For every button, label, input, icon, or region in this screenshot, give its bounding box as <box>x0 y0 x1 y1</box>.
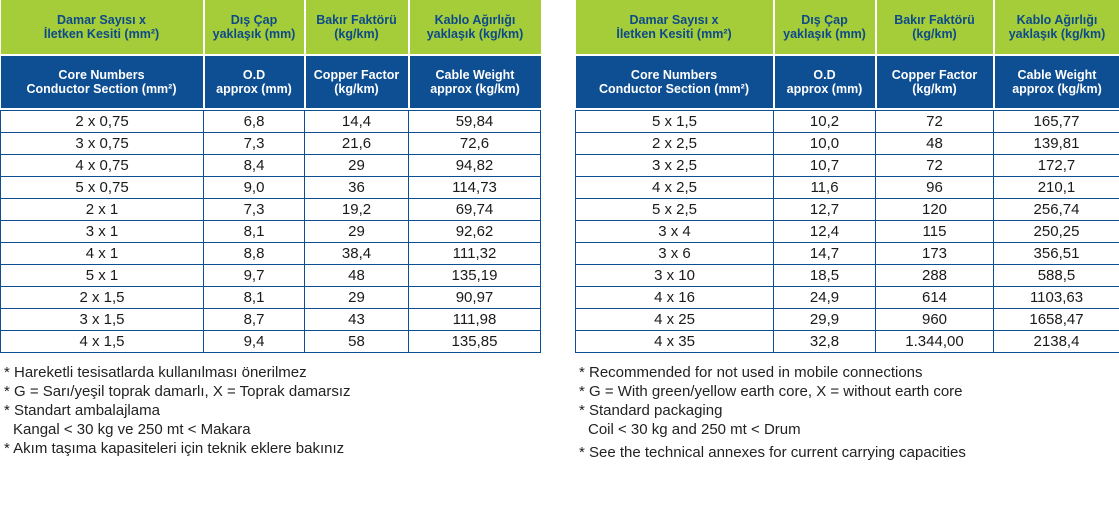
cell-od: 8,1 <box>204 287 305 309</box>
header-en-cable-weight: Cable Weight approx (kg/km) <box>409 55 541 108</box>
cell-od: 7,3 <box>204 133 305 155</box>
cell-copper: 14,4 <box>305 111 409 133</box>
table-row <box>576 243 1119 265</box>
cell-core: 2 x 1,5 <box>1 287 204 309</box>
table-row <box>1 221 541 243</box>
cell-core: 5 x 1 <box>1 265 204 287</box>
cell-core: 4 x 1,5 <box>1 331 204 353</box>
table-row <box>1 265 541 287</box>
table-row <box>1 331 541 353</box>
cell-copper: 120 <box>876 199 994 221</box>
cell-weight: 250,25 <box>994 221 1119 243</box>
cell-copper: 43 <box>305 309 409 331</box>
header-tr-copper-factor: Bakır Faktörü (kg/km) <box>876 0 994 55</box>
header-en-core-numbers: Core Numbers Conductor Section (mm²) <box>1 55 204 108</box>
cell-od: 9,0 <box>204 177 305 199</box>
cell-copper: 614 <box>876 287 994 309</box>
cell-od: 10,7 <box>774 155 876 177</box>
table-row <box>1 111 541 133</box>
cell-copper: 29 <box>305 155 409 177</box>
cell-copper: 173 <box>876 243 994 265</box>
cell-weight: 94,82 <box>409 155 541 177</box>
cell-weight: 135,85 <box>409 331 541 353</box>
table-row <box>576 111 1119 133</box>
cell-weight: 210,1 <box>994 177 1119 199</box>
cell-od: 24,9 <box>774 287 876 309</box>
cell-core: 3 x 0,75 <box>1 133 204 155</box>
header-tr-cable-weight: Kablo Ağırlığı yaklaşık (kg/km) <box>409 0 541 55</box>
header-en-copper-factor: Copper Factor (kg/km) <box>876 55 994 108</box>
cell-copper: 29 <box>305 287 409 309</box>
cell-weight: 92,62 <box>409 221 541 243</box>
cell-weight: 2138,4 <box>994 331 1119 353</box>
cell-core: 3 x 1 <box>1 221 204 243</box>
cell-core: 3 x 6 <box>576 243 774 265</box>
cable-table-left <box>0 0 540 458</box>
cell-weight: 256,74 <box>994 199 1119 221</box>
table-row <box>576 309 1119 331</box>
footnote: * G = Sarı/yeşil toprak damarlı, X = Toprak damarsız <box>4 383 351 400</box>
cable-table-right <box>575 0 1119 462</box>
cell-od: 10,0 <box>774 133 876 155</box>
header-en-outer-diameter: O.D approx (mm) <box>774 55 876 108</box>
cell-od: 29,9 <box>774 309 876 331</box>
cell-core: 4 x 35 <box>576 331 774 353</box>
header-tr-core-numbers: Damar Sayısı x İletken Kesiti (mm²) <box>1 0 204 55</box>
cell-od: 12,7 <box>774 199 876 221</box>
cell-core: 2 x 2,5 <box>576 133 774 155</box>
table-row <box>576 133 1119 155</box>
footnote: * Recommended for not used in mobile connections <box>579 364 923 381</box>
footnote: * Standart ambalajlama <box>4 402 160 419</box>
footnote: Kangal < 30 kg ve 250 mt < Makara <box>13 421 251 438</box>
cell-copper: 19,2 <box>305 199 409 221</box>
cell-od: 8,1 <box>204 221 305 243</box>
cell-core: 2 x 1 <box>1 199 204 221</box>
spec-table <box>0 0 541 353</box>
cell-od: 7,3 <box>204 199 305 221</box>
cell-core: 3 x 1,5 <box>1 309 204 331</box>
cell-weight: 111,98 <box>409 309 541 331</box>
cell-copper: 96 <box>876 177 994 199</box>
cell-copper: 29 <box>305 221 409 243</box>
cell-od: 14,7 <box>774 243 876 265</box>
cell-weight: 135,19 <box>409 265 541 287</box>
header-en-core-numbers: Core Numbers Conductor Section (mm²) <box>576 55 774 108</box>
cell-core: 3 x 10 <box>576 265 774 287</box>
cell-od: 9,4 <box>204 331 305 353</box>
header-tr-copper-factor: Bakır Faktörü (kg/km) <box>305 0 409 55</box>
cell-copper: 58 <box>305 331 409 353</box>
table-row <box>576 199 1119 221</box>
cell-core: 4 x 0,75 <box>1 155 204 177</box>
cell-weight: 114,73 <box>409 177 541 199</box>
cell-copper: 36 <box>305 177 409 199</box>
cell-core: 3 x 4 <box>576 221 774 243</box>
header-en-copper-factor: Copper Factor (kg/km) <box>305 55 409 108</box>
footnote: * Standard packaging <box>579 402 723 419</box>
cell-weight: 72,6 <box>409 133 541 155</box>
cell-core: 5 x 1,5 <box>576 111 774 133</box>
cell-od: 18,5 <box>774 265 876 287</box>
cell-core: 4 x 25 <box>576 309 774 331</box>
table-row <box>1 243 541 265</box>
cell-od: 11,6 <box>774 177 876 199</box>
table-row <box>576 177 1119 199</box>
table-row <box>1 199 541 221</box>
cell-core: 3 x 2,5 <box>576 155 774 177</box>
cell-copper: 288 <box>876 265 994 287</box>
cell-od: 8,4 <box>204 155 305 177</box>
header-tr-outer-diameter: Dış Çap yaklaşık (mm) <box>774 0 876 55</box>
table-row <box>576 221 1119 243</box>
cell-copper: 1.344,00 <box>876 331 994 353</box>
cell-copper: 38,4 <box>305 243 409 265</box>
table-row <box>576 155 1119 177</box>
header-tr-core-numbers: Damar Sayısı x İletken Kesiti (mm²) <box>576 0 774 55</box>
cell-od: 8,7 <box>204 309 305 331</box>
cell-od: 8,8 <box>204 243 305 265</box>
cell-od: 32,8 <box>774 331 876 353</box>
footnote: * G = With green/yellow earth core, X = without earth core <box>579 383 963 400</box>
cell-weight: 90,97 <box>409 287 541 309</box>
cell-core: 4 x 1 <box>1 243 204 265</box>
footnote: Coil < 30 kg and 250 mt < Drum <box>588 421 801 438</box>
cell-copper: 48 <box>305 265 409 287</box>
cell-od: 10,2 <box>774 111 876 133</box>
spec-table <box>575 0 1119 353</box>
cell-core: 2 x 0,75 <box>1 111 204 133</box>
cell-core: 5 x 2,5 <box>576 199 774 221</box>
table-row <box>576 331 1119 353</box>
footnotes-tr <box>0 363 540 458</box>
table-row <box>576 287 1119 309</box>
header-en-cable-weight: Cable Weight approx (kg/km) <box>994 55 1119 108</box>
footnote: * Hareketli tesisatlarda kullanılması önerilmez <box>4 364 307 381</box>
cell-copper: 21,6 <box>305 133 409 155</box>
cell-weight: 1658,47 <box>994 309 1119 331</box>
cell-od: 12,4 <box>774 221 876 243</box>
cell-weight: 356,51 <box>994 243 1119 265</box>
cell-weight: 59,84 <box>409 111 541 133</box>
header-tr-cable-weight: Kablo Ağırlığı yaklaşık (kg/km) <box>994 0 1119 55</box>
cell-copper: 48 <box>876 133 994 155</box>
cell-weight: 69,74 <box>409 199 541 221</box>
table-row <box>1 155 541 177</box>
cell-weight: 165,77 <box>994 111 1119 133</box>
footnote: * See the technical annexes for current carrying capacities <box>579 444 966 461</box>
cell-weight: 1103,63 <box>994 287 1119 309</box>
cell-weight: 139,81 <box>994 133 1119 155</box>
cell-copper: 960 <box>876 309 994 331</box>
cell-copper: 72 <box>876 111 994 133</box>
table-row <box>1 287 541 309</box>
table-row <box>576 265 1119 287</box>
header-tr-outer-diameter: Dış Çap yaklaşık (mm) <box>204 0 305 55</box>
cell-od: 6,8 <box>204 111 305 133</box>
cell-copper: 115 <box>876 221 994 243</box>
cell-od: 9,7 <box>204 265 305 287</box>
cell-core: 4 x 2,5 <box>576 177 774 199</box>
cell-weight: 111,32 <box>409 243 541 265</box>
table-row <box>1 177 541 199</box>
table-row <box>1 133 541 155</box>
footnotes-en <box>575 363 1119 462</box>
table-row <box>1 309 541 331</box>
header-en-outer-diameter: O.D approx (mm) <box>204 55 305 108</box>
footnote: * Akım taşıma kapasiteleri için teknik eklere bakınız <box>4 440 345 457</box>
cell-core: 5 x 0,75 <box>1 177 204 199</box>
cell-weight: 172,7 <box>994 155 1119 177</box>
cell-copper: 72 <box>876 155 994 177</box>
cell-weight: 588,5 <box>994 265 1119 287</box>
cell-core: 4 x 16 <box>576 287 774 309</box>
